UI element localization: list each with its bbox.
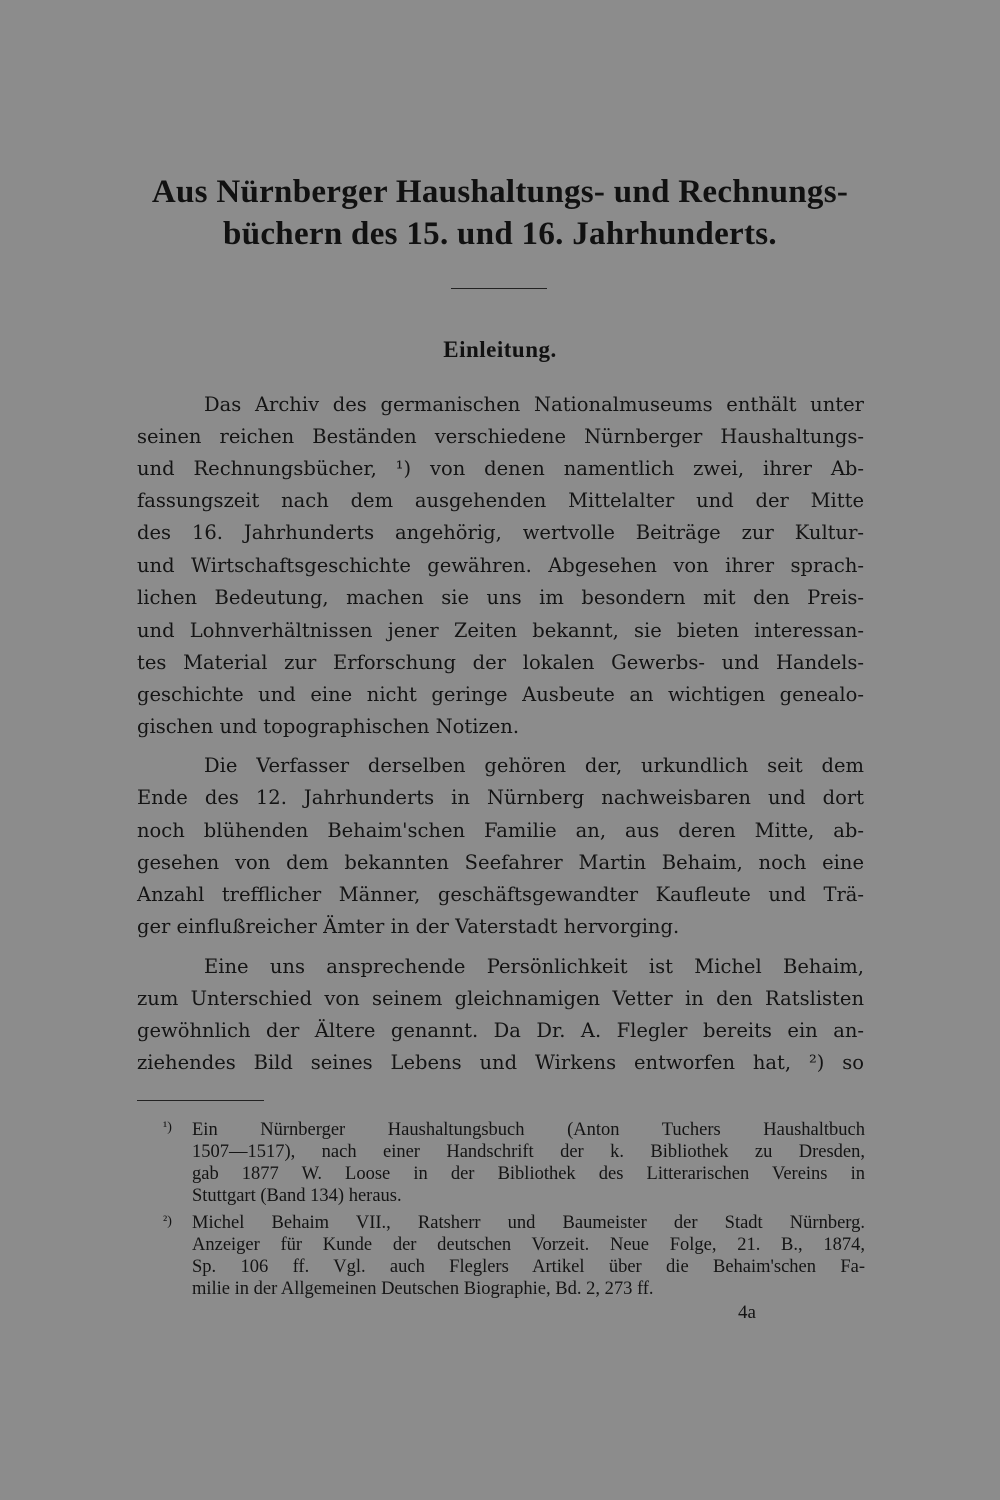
title-divider	[451, 288, 547, 289]
footnote-line: Ein Nürnberger Haushaltungsbuch (Anton Tuchers Haushaltbuch	[192, 1120, 865, 1140]
body-line: und Lohnverhältnissen jener Zeiten bekannt, sie bieten interessan-	[137, 619, 864, 642]
footnote-line: 1507—1517), nach einer Handschrift der k. Bibliothek zu Dresden,	[192, 1142, 865, 1162]
body-line: Die Verfasser derselben gehören der, urkundlich seit dem	[204, 754, 864, 777]
section-heading: Einleitung.	[443, 337, 557, 362]
body-line: und Wirtschaftsgeschichte gewähren. Abgesehen von ihrer sprach-	[137, 554, 864, 577]
footnote-line: Stuttgart (Band 134) heraus.	[192, 1186, 402, 1206]
body-line: Anzahl trefflicher Männer, geschäftsgewandter Kaufleute und Trä-	[137, 883, 864, 906]
body-line: ziehendes Bild seines Lebens und Wirkens entworfen hat, ²) so	[137, 1051, 864, 1074]
page-title-line-2: büchern des 15. und 16. Jahrhunderts.	[223, 216, 777, 252]
body-line: tes Material zur Erforschung der lokalen Gewerbs- und Handels-	[137, 651, 864, 674]
body-line: Eine uns ansprechende Persönlichkeit ist Michel Behaim,	[204, 955, 864, 978]
footnote-line: Sp. 106 ff. Vgl. auch Fleglers Artikel über die Behaim'schen Fa-	[192, 1257, 865, 1277]
footnote-marker: ²)	[163, 1214, 172, 1229]
body-line: Ende des 12. Jahrhunderts in Nürnberg nachweisbaren und dort	[137, 786, 864, 809]
body-line: noch blühenden Behaim'schen Familie an, aus deren Mitte, ab-	[137, 819, 864, 842]
footnote-line: Michel Behaim VII., Ratsherr und Baumeister der Stadt Nürnberg.	[192, 1213, 865, 1233]
body-line: seinen reichen Beständen verschiedene Nürnberger Haushaltungs-	[137, 425, 864, 448]
body-line: zum Unterschied von seinem gleichnamigen Vetter in den Ratslisten	[137, 987, 864, 1010]
body-line: gewöhnlich der Ältere genannt. Da Dr. A. Flegler bereits ein an-	[137, 1019, 864, 1042]
footnote-line: Anzeiger für Kunde der deutschen Vorzeit. Neue Folge, 21. B., 1874,	[192, 1235, 865, 1255]
body-line: gesehen von dem bekannten Seefahrer Martin Behaim, noch eine	[137, 851, 864, 874]
footnote-line: gab 1877 W. Loose in der Bibliothek des Litterarischen Vereins in	[192, 1164, 865, 1184]
body-line: lichen Bedeutung, machen sie uns im besondern mit den Preis-	[137, 586, 864, 609]
body-line: Das Archiv des germanischen Nationalmuseums enthält unter	[204, 393, 864, 416]
body-line: gischen und topographischen Notizen.	[137, 715, 520, 738]
footnote-line: milie in der Allgemeinen Deutschen Biographie, Bd. 2, 273 ff.	[192, 1279, 654, 1299]
signature-mark: 4a	[738, 1302, 756, 1323]
body-line: des 16. Jahrhunderts angehörig, wertvolle Beiträge zur Kultur-	[137, 521, 864, 544]
body-line: geschichte und eine nicht geringe Ausbeute an wichtigen genealo-	[137, 683, 864, 706]
body-line: ger einflußreicher Ämter in der Vaterstadt hervorging.	[137, 915, 680, 938]
body-line: fassungszeit nach dem ausgehenden Mittelalter und der Mitte	[137, 489, 864, 512]
footnote-divider	[137, 1100, 264, 1101]
page-title-line-1: Aus Nürnberger Haushaltungs- und Rechnungs-	[151, 174, 849, 210]
body-line: und Rechnungsbücher, ¹) von denen namentlich zwei, ihrer Ab-	[137, 457, 864, 480]
footnote-marker: ¹)	[163, 1120, 172, 1135]
